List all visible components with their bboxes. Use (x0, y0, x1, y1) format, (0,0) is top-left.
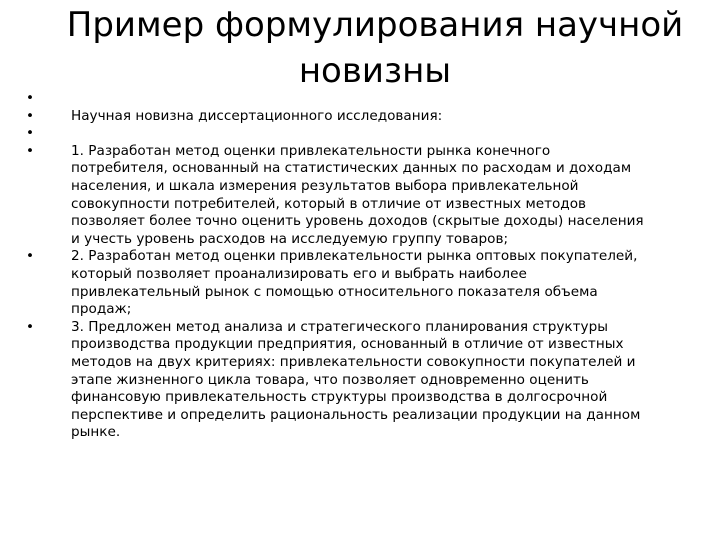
intro-rest-text: диссертационного исследования: (193, 107, 443, 124)
empty-bullet-2 (26, 125, 686, 143)
novelty-item-1-text: 1. Разработан метод оценки привлекательности рынка конечного потребителя, основанный на статистических данных по расходам и доходам населения, и шкала измерения результатов выбора привлекательной совокупности потребителей, который в отличие от известных методов позволяет более точно оценить уровень доходов (скрытые доходы) населения и учесть уровень расходов на исследуемую группу товаров; (71, 142, 644, 247)
title-line-2: новизны (298, 51, 452, 91)
bullet-dot-icon: • (26, 125, 35, 142)
bullet-dot-icon: • (26, 142, 35, 159)
novelty-item-1 (26, 143, 686, 249)
novelty-item-2 (26, 248, 686, 318)
title-line-1: Пример формулирования научной (66, 5, 684, 45)
bullet-dot-icon: • (26, 90, 35, 106)
bullet-list (26, 90, 686, 442)
novelty-item-3-text: 3. Предложен метод анализа и стратегического планирования структуры производства продукции предприятия, основанный в отличие от известных методов на двух критериях: привлекательности совокупности покупателей и этапе жизненного цикла товара, что позволяет одновременно оценить финансовую привлекательность структуры производства в долгосрочной перспективе и определить рациональность реализации продукции на данном рынке. (71, 318, 641, 441)
intro-text (71, 108, 686, 126)
bullet-dot-icon: • (26, 318, 35, 335)
empty-bullet-1 (26, 90, 686, 108)
novelty-item-2-text: 2. Разработан метод оценки привлекательности рынка оптовых покупателей, который позволяет проанализировать его и выбрать наиболее привлекательный рынок с помощью относительного показателя объема продаж; (71, 248, 638, 318)
bullet-dot-icon: • (26, 107, 35, 124)
intro-bullet (26, 108, 686, 126)
slide-title (60, 2, 690, 94)
novelty-item-3 (26, 319, 686, 442)
bullet-dot-icon: • (26, 248, 35, 265)
intro-bold-text: Научная новизна (71, 107, 194, 124)
